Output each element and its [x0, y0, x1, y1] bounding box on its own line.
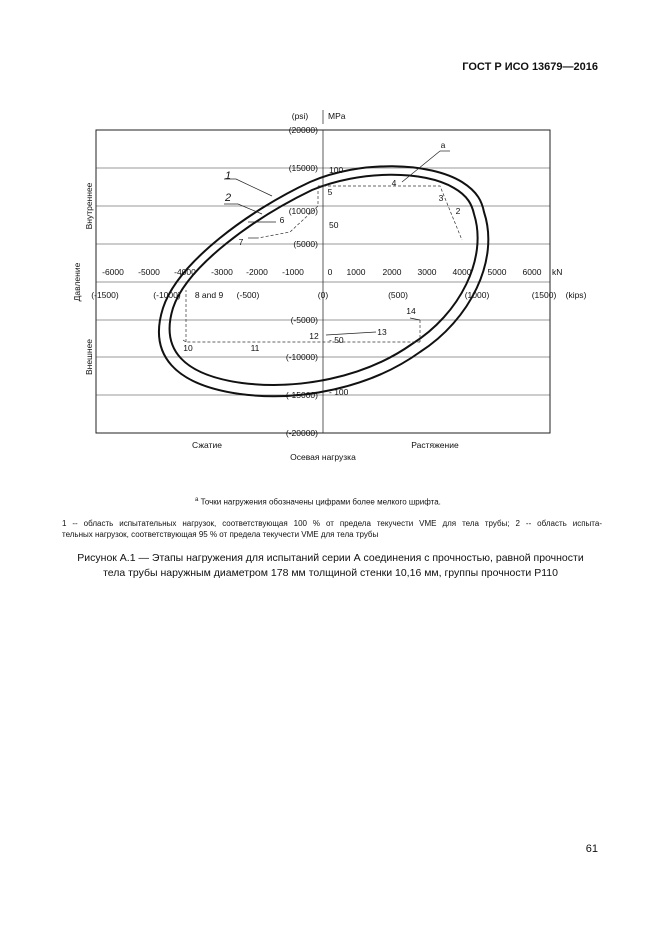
x-tick-kips-m1500: (-1500) [91, 290, 119, 300]
point-label-8-9: 8 and 9 [194, 290, 224, 300]
x-tick-kN-1000: 1000 [346, 267, 366, 277]
figure-footnote: $^a$ Точки нагружения обозначены цифрами более мелкого шрифта. [195, 497, 441, 507]
x-tick-kips-1500: (1500) [531, 290, 557, 300]
point-label-2: 2 [455, 206, 461, 216]
y-tick-psi-m15000: (-15000) [285, 390, 318, 400]
note-label-a: a [440, 140, 446, 150]
point-label-14: 14 [406, 306, 416, 316]
x-tick-kN-m4000: -4000 [174, 267, 196, 277]
x-tick-kN-2000: 2000 [382, 267, 402, 277]
axis-label-pressure: Давление [72, 262, 82, 302]
y-tick-mpa-50: 50 [329, 220, 339, 230]
point-label-4: 4 [391, 178, 397, 188]
x-tick-kN-m1000: -1000 [282, 267, 304, 277]
point-label-11: 11 [250, 343, 260, 353]
y-tick-psi-15000: (15000) [288, 163, 318, 173]
x-tick-kN-m2000: -2000 [246, 267, 268, 277]
x-tick-kN-m6000: -6000 [102, 267, 124, 277]
point-label-12: 12 [309, 331, 319, 341]
y-tick-psi-20000: (20000) [288, 125, 318, 135]
x-tick-kN-m5000: -5000 [138, 267, 160, 277]
y-unit-mpa: MPa [328, 111, 346, 121]
x-tick-kips-500: (500) [388, 290, 408, 300]
y-tick-psi-10000: (10000) [288, 206, 318, 216]
caption-line-2: тела трубы наружным диаметром 178 мм толщиной стенки 10,16 мм, группы прочности Р110 [103, 567, 558, 579]
x-tick-kN-m3000: -3000 [211, 267, 233, 277]
envelope-label-2: 2 [224, 192, 232, 204]
figure-legend [62, 518, 602, 540]
y-tick-psi-m5000: (-5000) [290, 315, 318, 325]
load-path [183, 186, 462, 342]
axis-label-tension: Растяжение [411, 440, 459, 450]
x-tick-kips-0: (0) [317, 290, 329, 300]
point-label-10: 10 [183, 343, 193, 353]
point-label-6: 6 [279, 215, 285, 225]
axis-label-external: Внешнее [84, 338, 94, 376]
page-number: 61 [585, 843, 598, 855]
figure-caption [60, 551, 601, 581]
y-tick-psi-m10000: (-10000) [285, 352, 318, 362]
leader-lines [224, 151, 450, 335]
x-tick-kN-3000: 3000 [417, 267, 437, 277]
point-label-13: 13 [377, 327, 387, 337]
x-tick-kN-6000: 6000 [522, 267, 542, 277]
x-tick-kips-m500: (-500) [236, 290, 260, 300]
x-unit-kN: kN [552, 267, 563, 277]
x-unit-kips: (kips) [565, 290, 587, 300]
legend-line-2: тельных нагрузок, соответствующая 95 % от предела текучести VME для тела трубы [62, 530, 379, 539]
x-axis-title: Осевая нагрузка [290, 452, 356, 462]
y-unit-psi: (psi) [291, 111, 309, 121]
point-label-3: 3 [438, 193, 444, 203]
point-label-7: 7 [238, 237, 244, 247]
y-tick-psi-5000: (5000) [293, 239, 318, 249]
y-tick-mpa-100: 100 [329, 165, 344, 175]
y-tick-psi-m20000: (-20000) [285, 428, 318, 438]
grid-lines [96, 130, 550, 433]
y-tick-mpa-m100: - 100 [329, 387, 349, 397]
caption-line-1: Рисунок А.1 — Этапы нагружения для испытаний серии А соединения с прочностью, равной прочности [77, 552, 584, 564]
x-tick-kN-0: 0 [327, 267, 333, 277]
x-tick-kN-5000: 5000 [487, 267, 507, 277]
axis-label-compression: Сжатие [192, 440, 222, 450]
standard-header: ГОСТ Р ИСО 13679—2016 [462, 61, 598, 73]
y-tick-mpa-m50: - 50 [329, 335, 344, 345]
envelope-label-1: 1 [224, 170, 232, 182]
x-tick-kips-m1000: (-1000) [153, 290, 181, 300]
legend-line-1: 1 -- область испытательных нагрузок, соответствующая 100 % от предела текучести VME для тела трубы; 2 -- область испыта- [62, 519, 602, 528]
x-tick-kN-4000: 4000 [452, 267, 472, 277]
axis-label-internal: Внутреннее [84, 182, 94, 230]
point-label-5: 5 [327, 187, 333, 197]
x-tick-kips-1000: (1000) [464, 290, 490, 300]
